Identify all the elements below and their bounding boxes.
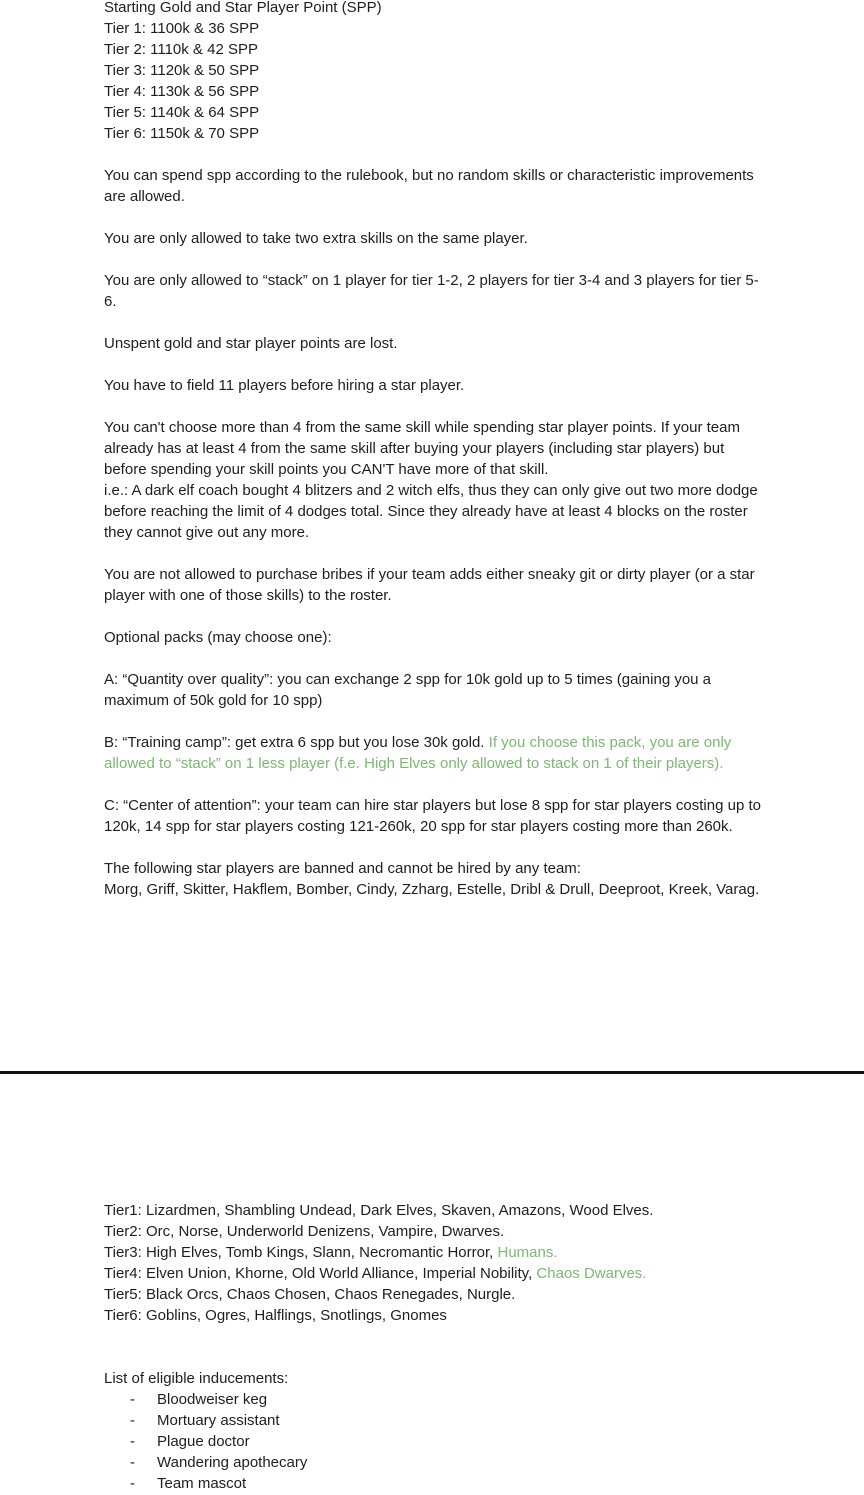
inducements-heading: List of eligible inducements: [104, 1370, 289, 1387]
tier-gold-line: Tier 6: 1150k & 70 SPP [104, 125, 260, 142]
inducement-label: Team mascot [157, 1475, 247, 1492]
tier3-teams: Tier3: High Elves, Tomb Kings, Slann, Necromantic Horror, [104, 1244, 494, 1261]
pack-c: C: “Center of attention”: your team can hire star players but lose 8 spp for star players costing up to 120k, 14 spp for star players costing 121-260k, 20 spp for star players costing more than 260k. [104, 797, 761, 835]
tier-teams-line: Tier1: Lizardmen, Shambling Undead, Dark Elves, Skaven, Amazons, Wood Elves. [104, 1202, 654, 1219]
bullet-dash: - [130, 1433, 135, 1450]
inducement-label: Wandering apothecary [157, 1454, 308, 1471]
tier-teams-line: Tier5: Black Orcs, Chaos Chosen, Chaos Renegades, Nurgle. [104, 1286, 516, 1303]
tier-team-list [104, 1200, 804, 1326]
rule-stack: You are only allowed to “stack” on 1 player for tier 1-2, 2 players for tier 3-4 and 3 players for tier 5-6. [104, 272, 759, 310]
starting-gold-title: Starting Gold and Star Player Point (SPP) [104, 0, 382, 16]
pack-a: A: “Quantity over quality”: you can exchange 2 spp for 10k gold up to 5 times (gaining you a maximum of 50k gold for 10 spp) [104, 671, 712, 709]
list-item [104, 1452, 504, 1473]
pack-b [104, 732, 764, 774]
bullet-dash: - [130, 1475, 135, 1492]
list-item [104, 1410, 504, 1431]
tier3-green-team: Humans. [497, 1244, 558, 1261]
tier4-teams: Tier4: Elven Union, Khorne, Old World Alliance, Imperial Nobility, [104, 1265, 533, 1282]
banned-list: Morg, Griff, Skitter, Hakflem, Bomber, Cindy, Zzharg, Estelle, Dribl & Drull, Deeproot, Kreek, Varag. [104, 881, 760, 898]
bullet-dash: - [130, 1412, 135, 1429]
bullet-dash: - [130, 1391, 135, 1408]
tier-teams-line: Tier2: Orc, Norse, Underworld Denizens, Vampire, Dwarves. [104, 1223, 505, 1240]
document-body [104, 0, 764, 900]
rule-example: i.e.: A dark elf coach bought 4 blitzers and 2 witch elfs, thus they can only give out two more dodge before reaching the limit of 4 dodges total. Since they already have at least 4 blocks on the roster they cannot give out any more. [104, 482, 758, 541]
tier4-green-team: Chaos Dwarves. [536, 1265, 647, 1282]
list-item [104, 1389, 504, 1410]
banned-heading: The following star players are banned and cannot be hired by any team: [104, 860, 581, 877]
inducement-label: Plague doctor [157, 1433, 250, 1450]
inducement-label: Mortuary assistant [157, 1412, 280, 1429]
list-item [104, 1473, 504, 1494]
tier-gold-line: Tier 4: 1130k & 56 SPP [104, 83, 260, 100]
section-divider [0, 1071, 864, 1074]
tier-gold-line: Tier 5: 1140k & 64 SPP [104, 104, 260, 121]
inducements-section [104, 1368, 504, 1494]
rule-spend-spp: You can spend spp according to the rulebook, but no random skills or characteristic improvements are allowed. [104, 167, 754, 205]
pack-b-note: If you choose this pack, you are only allowed to “stack” on 1 less player (f.e. High Elves only allowed to stack on 1 of their players). [104, 734, 732, 772]
tier-teams-line: Tier6: Goblins, Ogres, Halflings, Snotlings, Gnomes [104, 1307, 447, 1324]
bullet-dash: - [130, 1454, 135, 1471]
tier-teams-line [104, 1242, 804, 1263]
packs-heading: Optional packs (may choose one): [104, 629, 332, 646]
rule-bribes: You are not allowed to purchase bribes if your team adds either sneaky git or dirty player (or a star player with one of those skills) to the roster. [104, 566, 755, 604]
tier-gold-line: Tier 3: 1120k & 50 SPP [104, 62, 260, 79]
pack-b-main: B: “Training camp”: get extra 6 spp but you lose 30k gold. [104, 734, 485, 751]
tier-teams-line [104, 1263, 804, 1284]
inducement-label: Bloodweiser keg [157, 1391, 268, 1408]
rule-two-skills: You are only allowed to take two extra skills on the same player. [104, 230, 528, 247]
rule-max-4-skills: You can't choose more than 4 from the same skill while spending star player points. If your team already has at least 4 from the same skill after buying your players (including star players) but before spending your skill points you CAN'T have more of that skill. [104, 419, 740, 478]
rule-field-11: You have to field 11 players before hiring a star player. [104, 377, 465, 394]
tier-gold-line: Tier 2: 1110k & 42 SPP [104, 41, 258, 58]
list-item [104, 1431, 504, 1452]
tier-gold-line: Tier 1: 1100k & 36 SPP [104, 20, 260, 37]
rule-unspent: Unspent gold and star player points are lost. [104, 335, 398, 352]
inducements-list [104, 1389, 504, 1494]
